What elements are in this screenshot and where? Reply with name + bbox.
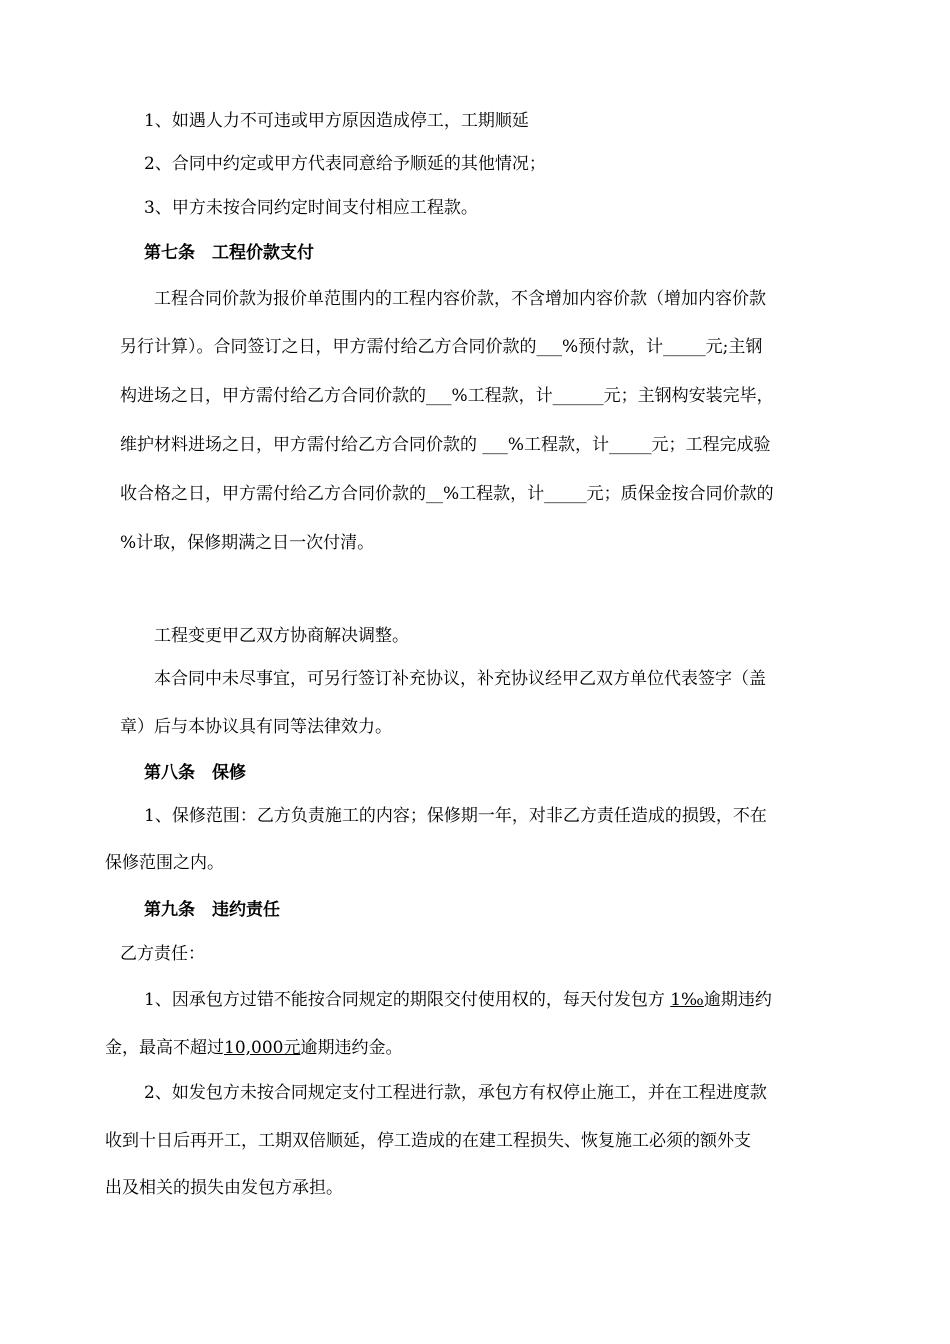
clause9-heading: 第九条 违约责任 [144,900,280,920]
clause8-line-1: 1、保修范围：乙方负责施工的内容；保修期一年，对非乙方责任造成的损毁，不在 [144,806,767,826]
clause6-item-1: 1、如遇人力不可违或甲方原因造成停工，工期顺延 [144,111,529,131]
clause9-item1-text-d: 逾期违约金。 [300,1038,403,1058]
clause7-para-line-6: %计取，保修期满之日一次付清。 [120,533,375,553]
clause7-para-line-1: 工程合同价款为报价单范围内的工程内容价款，不含增加内容价款（增加内容价款 [154,289,766,309]
clause6-item-2: 2、合同中约定或甲方代表同意给予顺延的其他情况； [144,154,546,174]
clause9-item2-line-2: 收到十日后再开工，工期双倍顺延，停工造成的在建工程损失、恢复施工必须的额外支 [105,1131,751,1151]
clause9-item2-line-3: 出及相关的损失由发包方承担。 [105,1178,343,1198]
clause9-party: 乙方责任： [120,944,205,964]
clause8-heading: 第八条 保修 [144,763,246,783]
clause8-line-2: 保修范围之内。 [105,853,224,873]
clause7-heading: 第七条 工程价款支付 [144,243,314,263]
clause9-item1-text-b: 逾期违约 [703,990,772,1010]
late-fee-rate: 1‰ [670,990,704,1010]
clause7-change-line: 工程变更甲乙双方协商解决调整。 [154,626,409,646]
clause9-item1-line-1 [144,988,772,1012]
clause9-item1-text-c: 金，最高不超过 [105,1038,224,1058]
clause7-para-line-2: 另行计算）。合同签订之日，甲方需付给乙方合同价款的___%预付款，计_____元;主钢 [120,337,763,357]
clause7-supp-line-2: 章）后与本协议具有同等法律效力。 [120,717,392,737]
clause7-para-line-3: 构进场之日，甲方需付给乙方合同价款的___%工程款，计______元；主钢构安装完毕， [120,386,774,406]
clause9-item1-text-a: 1、因承包方过错不能按合同规定的期限交付使用权的，每天付发包方 [144,990,671,1010]
late-fee-cap: 10,000元 [224,1038,301,1058]
clause9-item1-line-2 [105,1036,402,1060]
clause7-supp-line-1: 本合同中未尽事宜，可另行签订补充协议，补充协议经甲乙双方单位代表签字（盖 [154,669,766,689]
clause9-item2-line-1: 2、如发包方未按合同规定支付工程进行款，承包方有权停止施工，并在工程进度款 [144,1083,767,1103]
clause7-para-line-5: 收合格之日，甲方需付给乙方合同价款的__%工程款，计_____元；质保金按合同价款的 [120,484,774,504]
clause7-para-line-4: 维护材料进场之日，甲方需付给乙方合同价款的 ___%工程款，计_____元；工程完成验 [120,435,771,455]
clause6-item-3: 3、甲方未按合同约定时间支付相应工程款。 [144,198,478,218]
